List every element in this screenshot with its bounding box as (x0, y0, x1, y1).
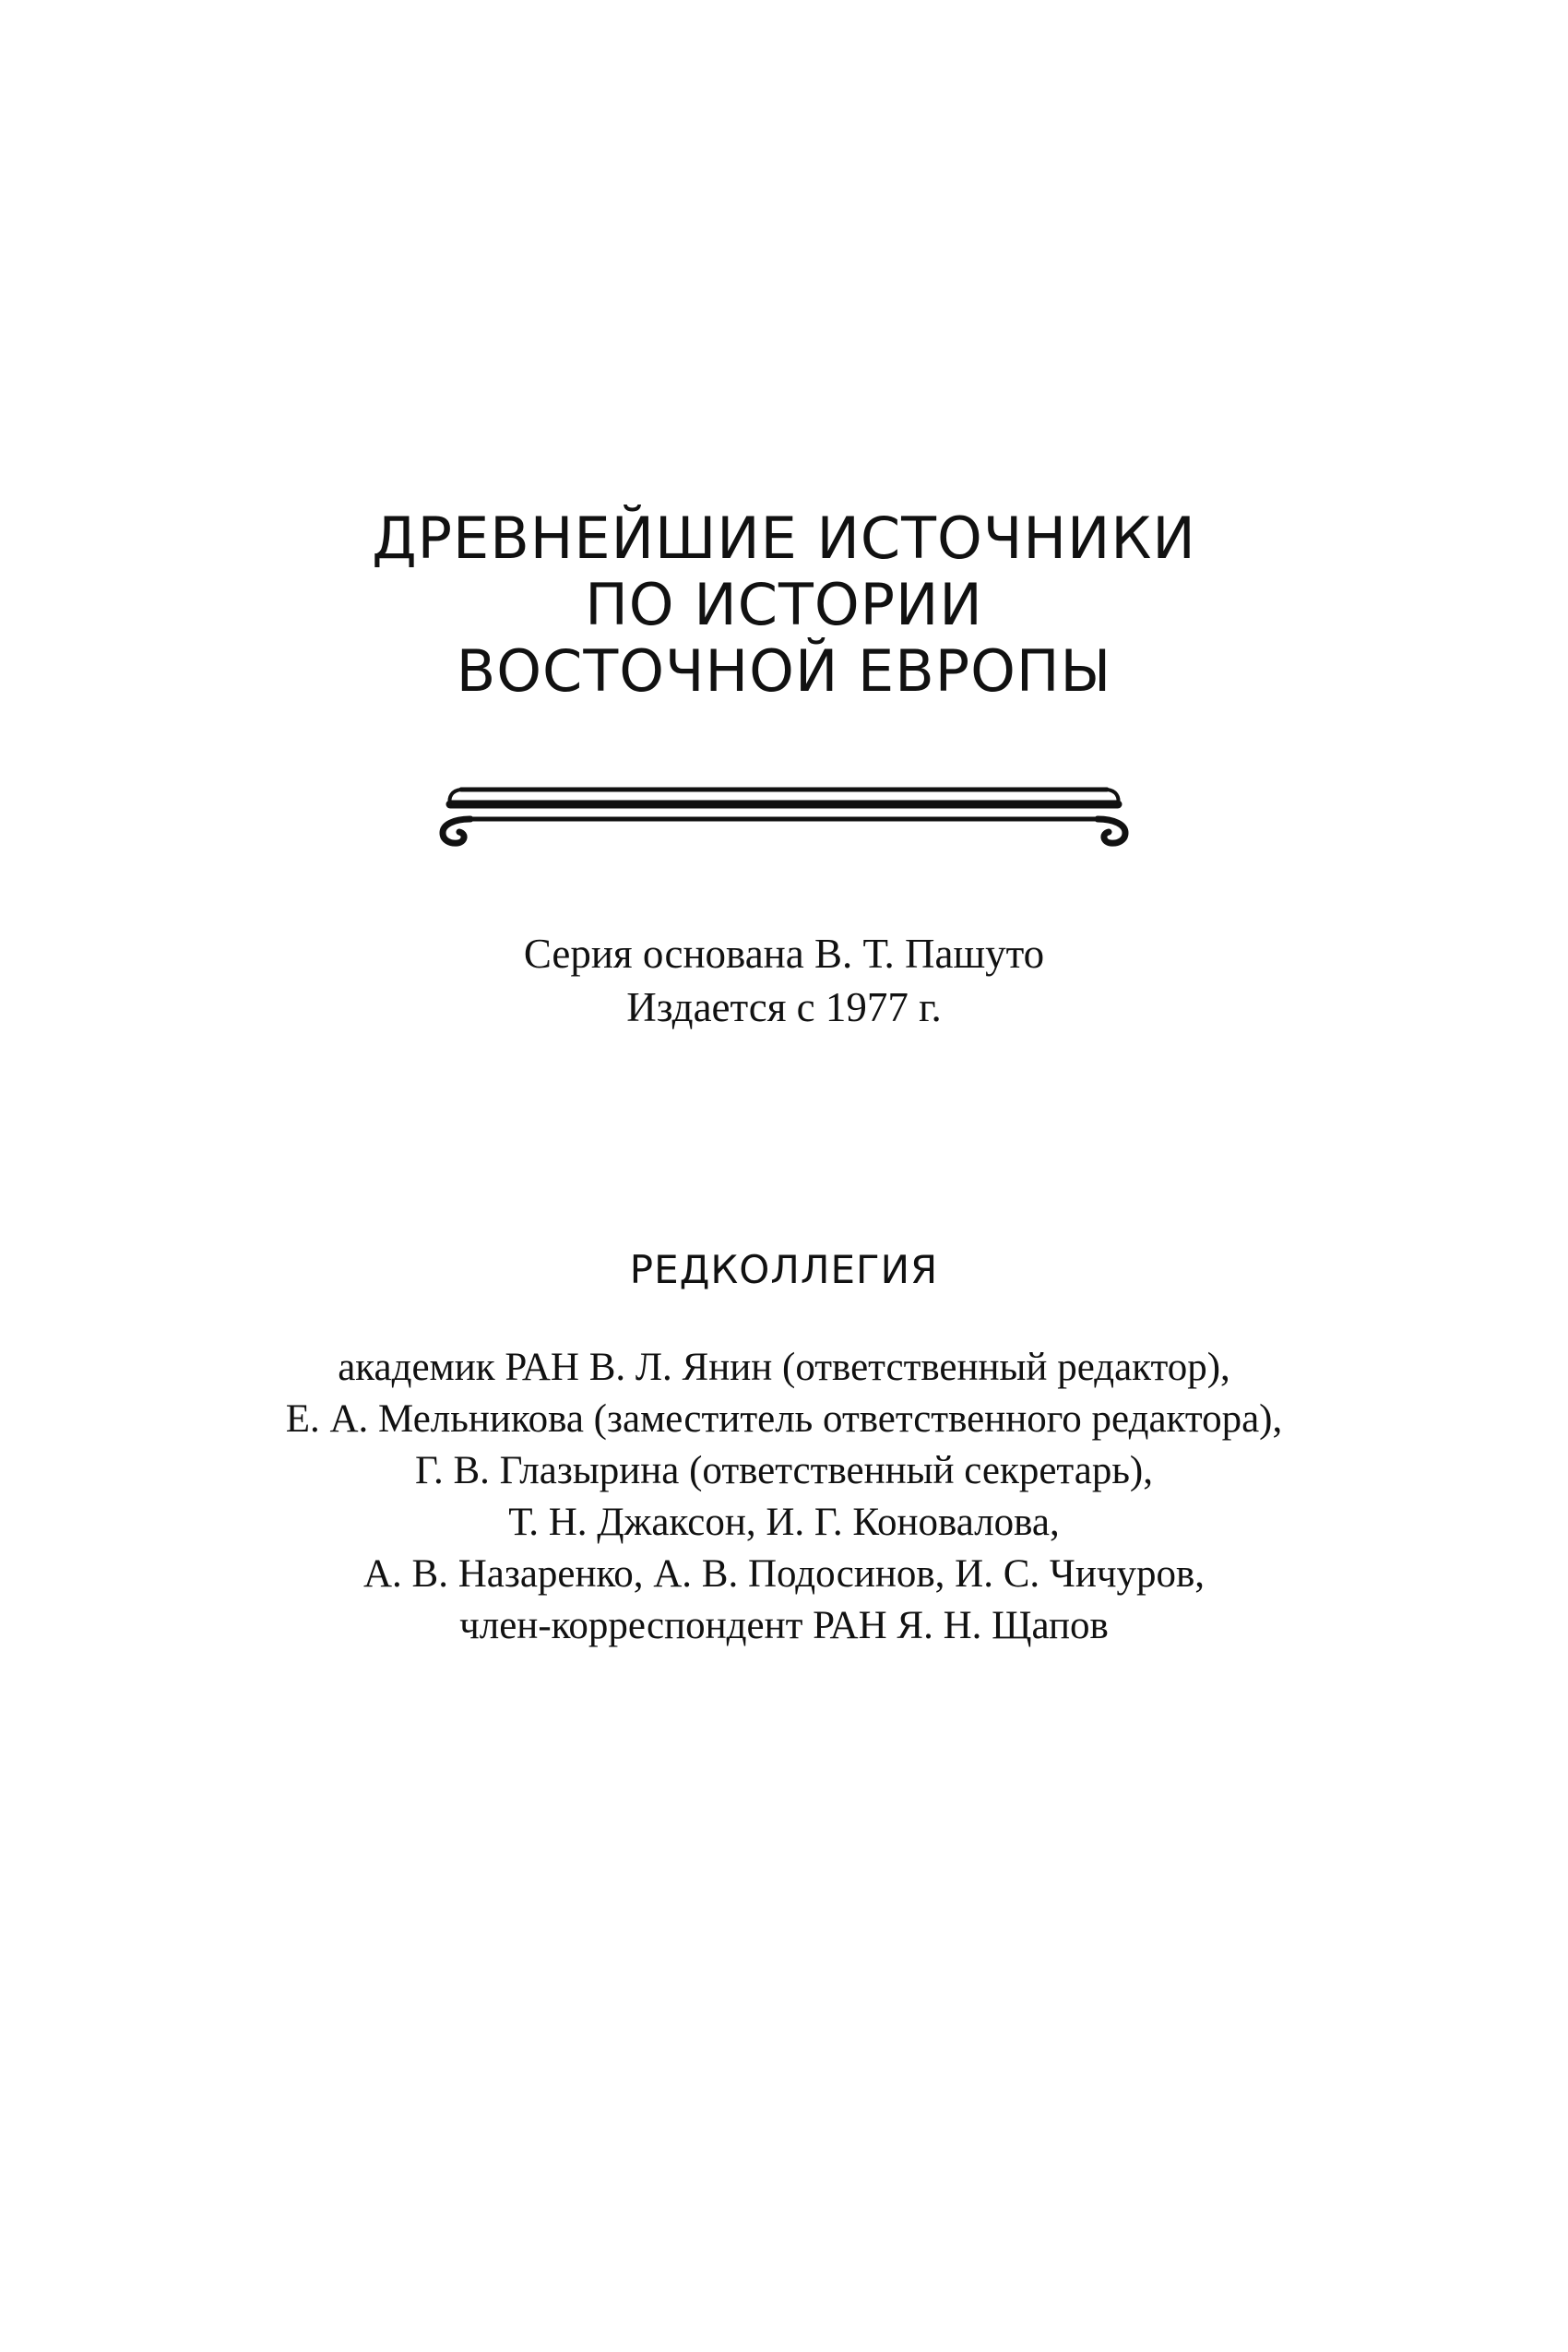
series-title (0, 505, 1568, 705)
series-info (0, 927, 1568, 1034)
scroll-rule-ornament-icon (434, 782, 1134, 847)
editorial-board-line: А. В. Назаренко, А. В. Подосинов, И. С. Чичуров, (362, 1552, 1206, 1596)
editorial-board-line: член-корреспондент РАН Я. Н. Щапов (459, 1604, 1109, 1647)
editorial-board-line: Т. Н. Джаксон, И. Г. Коновалова, (508, 1501, 1060, 1544)
editorial-board-line: Е. А. Мельникова (заместитель ответственного редактора), (285, 1397, 1283, 1441)
editorial-board-members (0, 1342, 1568, 1652)
series-published-since: Издается с 1977 г. (626, 984, 942, 1030)
series-title-line-1: ДРЕВНЕЙШИЕ ИСТОЧНИКИ (372, 505, 1196, 572)
series-title-line-2: ПО ИСТОРИИ (585, 571, 983, 638)
editorial-board-line: академик РАН В. Л. Янин (ответственный редактор), (338, 1346, 1230, 1389)
series-title-line-3: ВОСТОЧНОЙ ЕВРОПЫ (456, 637, 1112, 705)
editorial-board-line: Г. В. Глазырина (ответственный секретарь), (414, 1449, 1154, 1492)
series-founder: Серия основана В. Т. Пашуто (523, 931, 1045, 977)
editorial-board-heading: РЕДКОЛЛЕГИЯ (629, 1247, 939, 1292)
